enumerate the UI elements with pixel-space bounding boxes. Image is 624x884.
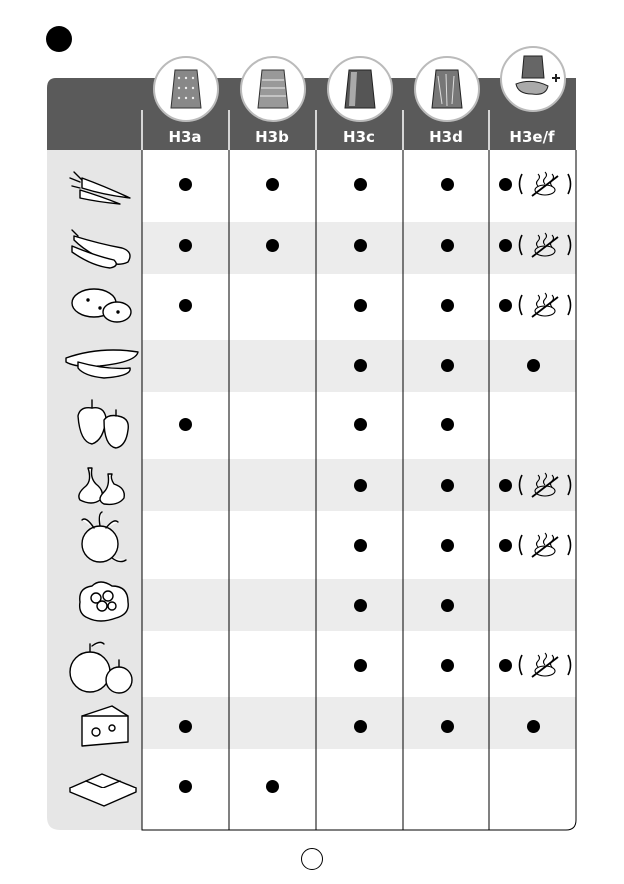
compatibility-dot [179,299,192,312]
drum-h3a-badge [153,56,219,122]
column-header-h3d: H3d [429,128,463,146]
compatibility-dot [441,359,454,372]
compatibility-dot [499,239,512,252]
compatibility-dot [441,239,454,252]
compatibility-dot [527,359,540,372]
compatibility-dot [441,659,454,672]
compatibility-dot [179,780,192,793]
no-cooked-food-icon [516,471,574,499]
compatibility-dot [441,479,454,492]
column-header-h3b: H3b [255,128,289,146]
compatibility-dot [354,359,367,372]
compatibility-dot [354,659,367,672]
compatibility-dot [179,418,192,431]
no-cooked-note [516,291,574,323]
grater-drum-icon [329,58,391,120]
compatibility-dot [266,239,279,252]
compatibility-dot [354,599,367,612]
compatibility-dot [499,178,512,191]
compatibility-dot [354,539,367,552]
compatibility-dot [179,178,192,191]
compatibility-dot [354,299,367,312]
compatibility-dot [527,720,540,733]
column-header-h3c: H3c [343,128,375,146]
grater-drum-icon [416,58,478,120]
no-cooked-note [516,471,574,503]
compatibility-dot [266,178,279,191]
drum-h3ef-badge [500,46,566,112]
no-cooked-food-icon [516,231,574,259]
column-header-h3ef: H3e/f [509,128,555,146]
compatibility-dot [441,418,454,431]
compatibility-dot [354,239,367,252]
compatibility-dot [354,178,367,191]
grater-drum-icon [155,58,217,120]
no-cooked-food-icon [516,651,574,679]
cauliflower-icon [80,582,129,621]
compatibility-dot [441,599,454,612]
compatibility-dot [354,418,367,431]
drum-h3c-badge [327,56,393,122]
compatibility-dot [354,479,367,492]
compatibility-dot [179,720,192,733]
compatibility-dot [266,780,279,793]
no-cooked-note [516,651,574,683]
page-number-circle [301,848,323,870]
drum-h3b-badge [240,56,306,122]
compatibility-dot [441,299,454,312]
compatibility-dot [441,539,454,552]
no-cooked-note [516,231,574,263]
compatibility-dot [499,479,512,492]
compatibility-dot [499,539,512,552]
grater-drum-with-accessory-icon [502,48,564,110]
compatibility-dot [441,178,454,191]
no-cooked-food-icon [516,531,574,559]
no-cooked-note [516,170,574,202]
compatibility-dot [354,720,367,733]
no-cooked-food-icon [516,291,574,319]
compatibility-dot [441,720,454,733]
drum-h3d-badge [414,56,480,122]
grater-drum-icon [242,58,304,120]
column-header-h3a: H3a [168,128,202,146]
compatibility-dot [179,239,192,252]
compatibility-dot [499,299,512,312]
no-cooked-note [516,531,574,563]
compatibility-dot [499,659,512,672]
no-cooked-food-icon [516,170,574,198]
